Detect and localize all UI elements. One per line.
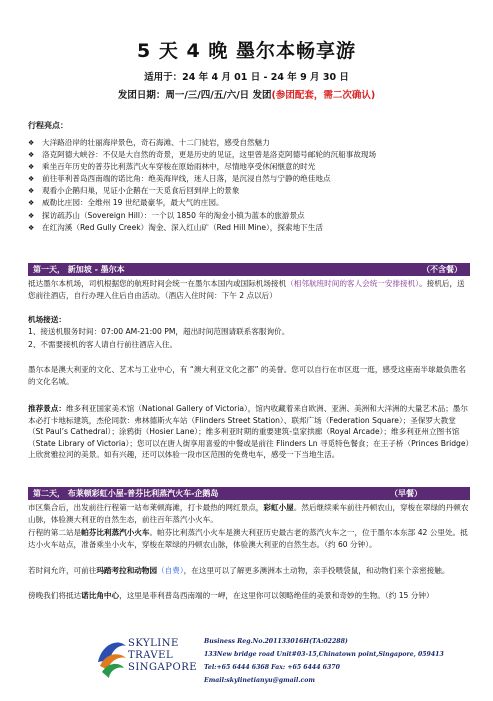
address: 133New bridge road Unit#03-15,Chinatown point,Singapore, 059413 [204,651,444,658]
business-reg: Business Reg.No.201133016H(TA:02288) [204,638,348,645]
tel-fax: Tel:+65 6444 6368 Fax: +65 6444 6370 [204,664,340,671]
highlights-list [28,137,468,234]
highlight-item: ❖ 前往菲利普岛西南端的诺比角：绝美海岸线，迷人日落，是沉浸自然与宁静的绝佳地点 [28,173,468,185]
highlight-item: ❖ 探访疏苏山（Sovereign Hill）：一个以 1850 年的淘金小镇为蓝本的旅游景点 [28,210,468,222]
valid-period: 适用于：24 年 4 月 01 日 - 24 年 9 月 30 日 [144,72,349,83]
email: Email:skylinetianyu@gmail.com [204,677,315,684]
day1-header-bar [28,263,470,276]
day2-p4-text-end: ，这里是菲利普岛西南端的一岬，在这里你可以领略绝佳的美景和奇妙的生物。（约 15 分钟） [119,591,434,600]
day1-meal-note: （不含餐） [422,265,462,274]
day2-p1-text: 市区集合后，出发前往行程第一站布莱顿海滩，打卡最热的网红景点， [28,503,264,512]
departure-note: (参团配套，需二次确认) [271,90,376,101]
highlight-item: ❖ 威勒比庄园：全维州 19 世纪最豪华，最大气的庄园。 [28,197,468,209]
highlight-item: ❖ 在红沟溪（Red Gully Creek）淘金、深入红山矿（Red Hill Mine），探索地下生活 [28,222,468,234]
day2-paragraph-2 [28,527,470,550]
page-title: 5 天 4 晚 墨尔本畅享游 [137,40,356,62]
day2-p1-bold: 彩虹小屋 [263,503,294,512]
recommend-label: 推荐景点： [28,404,66,413]
day2-p2-bold: 帕芬比利蒸汽小火车 [81,528,150,537]
melbourne-intro: 墨尔本是澳大利亚的文化、艺术与工业中心，有 “澳大利亚文化之都” 的美誉。您可以自行在市区逛一逛，感受这座南半球最负胜名的文化名城。 [28,365,466,386]
highlight-item: ❖ 洛克阿德大峡谷：不仅是大自然的奇景，更是历史的见证，这里曾是洛克阿德号邮轮的沉船事故现场 [28,149,468,161]
day1-intro [28,278,470,301]
day1-intro-text-end: 。接机后，送您前往酒店，自行办理入住后自由活动。（酒店入住时间：下午 2 点以后） [28,279,465,300]
highlights-heading: 行程亮点： [28,121,68,130]
day2-paragraph-4 [28,590,470,602]
day1-intro-note: （相邻航班时间的客人会统一安排接机） [286,279,420,288]
pickup-item-1: 1、接送机服务时间：07:00 AM-21:00 PM，超出时间范围请联系客服询价。 [28,327,290,336]
logo-line-3: SINGAPORE [128,662,198,673]
departure-line [0,87,493,101]
day2-p3-bold: 玛踏考拉和动物园 [96,566,158,575]
highlight-item: ❖ 大洋路沿岸的壮丽海岸景色，奇石海滩、十二门徒岩，感受自然魅力 [28,137,468,149]
day1-title: 第一天， 新加坡 - 墨尔本 [33,265,125,274]
highlight-item: ❖ 乘坐百年历史的普芬比利蒸汽火车穿梭在原始雨林中，尽情地享受休闲惬意的时光 [28,161,468,173]
pickup-heading: 机场接送： [28,315,66,324]
day2-header-bar [28,487,470,500]
day2-p3-text-end: ，在这里可以了解更多澳洲本土动物，亲手投喂袋鼠，和动物们来个亲密接触。 [183,566,450,575]
day1-intro-text: 抵达墨尔本机场，司机根据您的航班时间会统一在墨尔本国内或国际机场接机 [28,279,287,288]
logo-line-2: TRAVEL [128,650,174,661]
day2-p4-text: 傍晚我们将抵达 [28,591,82,600]
day2-p1-text-end: 。然后继续乘车前往丹顿农山，穿梭在翠绿的丹顿农山脉，体验澳大利亚的自然生态，前往百年蒸汽小火车。 [28,503,469,524]
recommend-text: 维多利亚国家美术馆（National Gallery of Victoria），馆内收藏着来自欧洲、亚洲、美洲和大洋洲的大量艺术品；墨尔本必打卡地标建筑，杰伦同款：弗林德斯火车站（Flinders Street Station）、联邦广场（Federation Square）；圣保罗大教堂（St Paul’s Cathedral）；涂鸦街（Hosier Lane）；维多利亚时期的重要建筑-皇家拱廊（Royal Arcade）；维多利亚州立图书馆（State Library of Victoria）；您可以在唐人街享用喜爱的中餐或是前往 Flinders Ln 寻觅特色餐食；在王子桥（Princes Bridge）上欣赏雅拉河的美景。如有兴趣，还可以体验一段市区范围的免费电车，感受一下当地生活。 [28,404,470,459]
departure-days: 发团日期：周一/三/四/五/六/日 发团 [117,90,272,101]
day2-p4-bold: 诺比角中心 [81,591,120,600]
day2-meal-note: （早餐） [390,489,422,498]
day2-title: 第二天， 布莱顿彩虹小屋-普芬比利蒸汽火车-企鹅岛 [33,489,219,498]
day2-paragraph-1 [28,502,470,525]
day2-paragraph-3 [28,565,470,577]
day2-p2-text: 行程的第二站是 [28,528,82,537]
recommend-paragraph [28,403,470,461]
day2-p2-text-end: 。帕芬比利蒸汽小火车是澳大利亚历史最古老的蒸汽火车之一，位于墨尔本东部 42 公里处。抵达小火车站点，准备乘坐小火车，穿梭在翠绿的丹顿农山脉，体验澳大利亚的自然生态。（约 60 分钟）。 [28,528,468,549]
pickup-item-2: 2、不需要接机的客人请自行前往酒店入住。 [28,340,178,349]
day2-p3-selfpay: （自费） [157,566,184,575]
logo-line-1: SKYLINE [128,638,179,649]
highlight-item: ❖ 观看小企鹅归巢，见证小企鹅在一天觅食后回到岸上的景象 [28,185,468,197]
day2-p3-text: 若时间允许，可前往 [28,566,97,575]
